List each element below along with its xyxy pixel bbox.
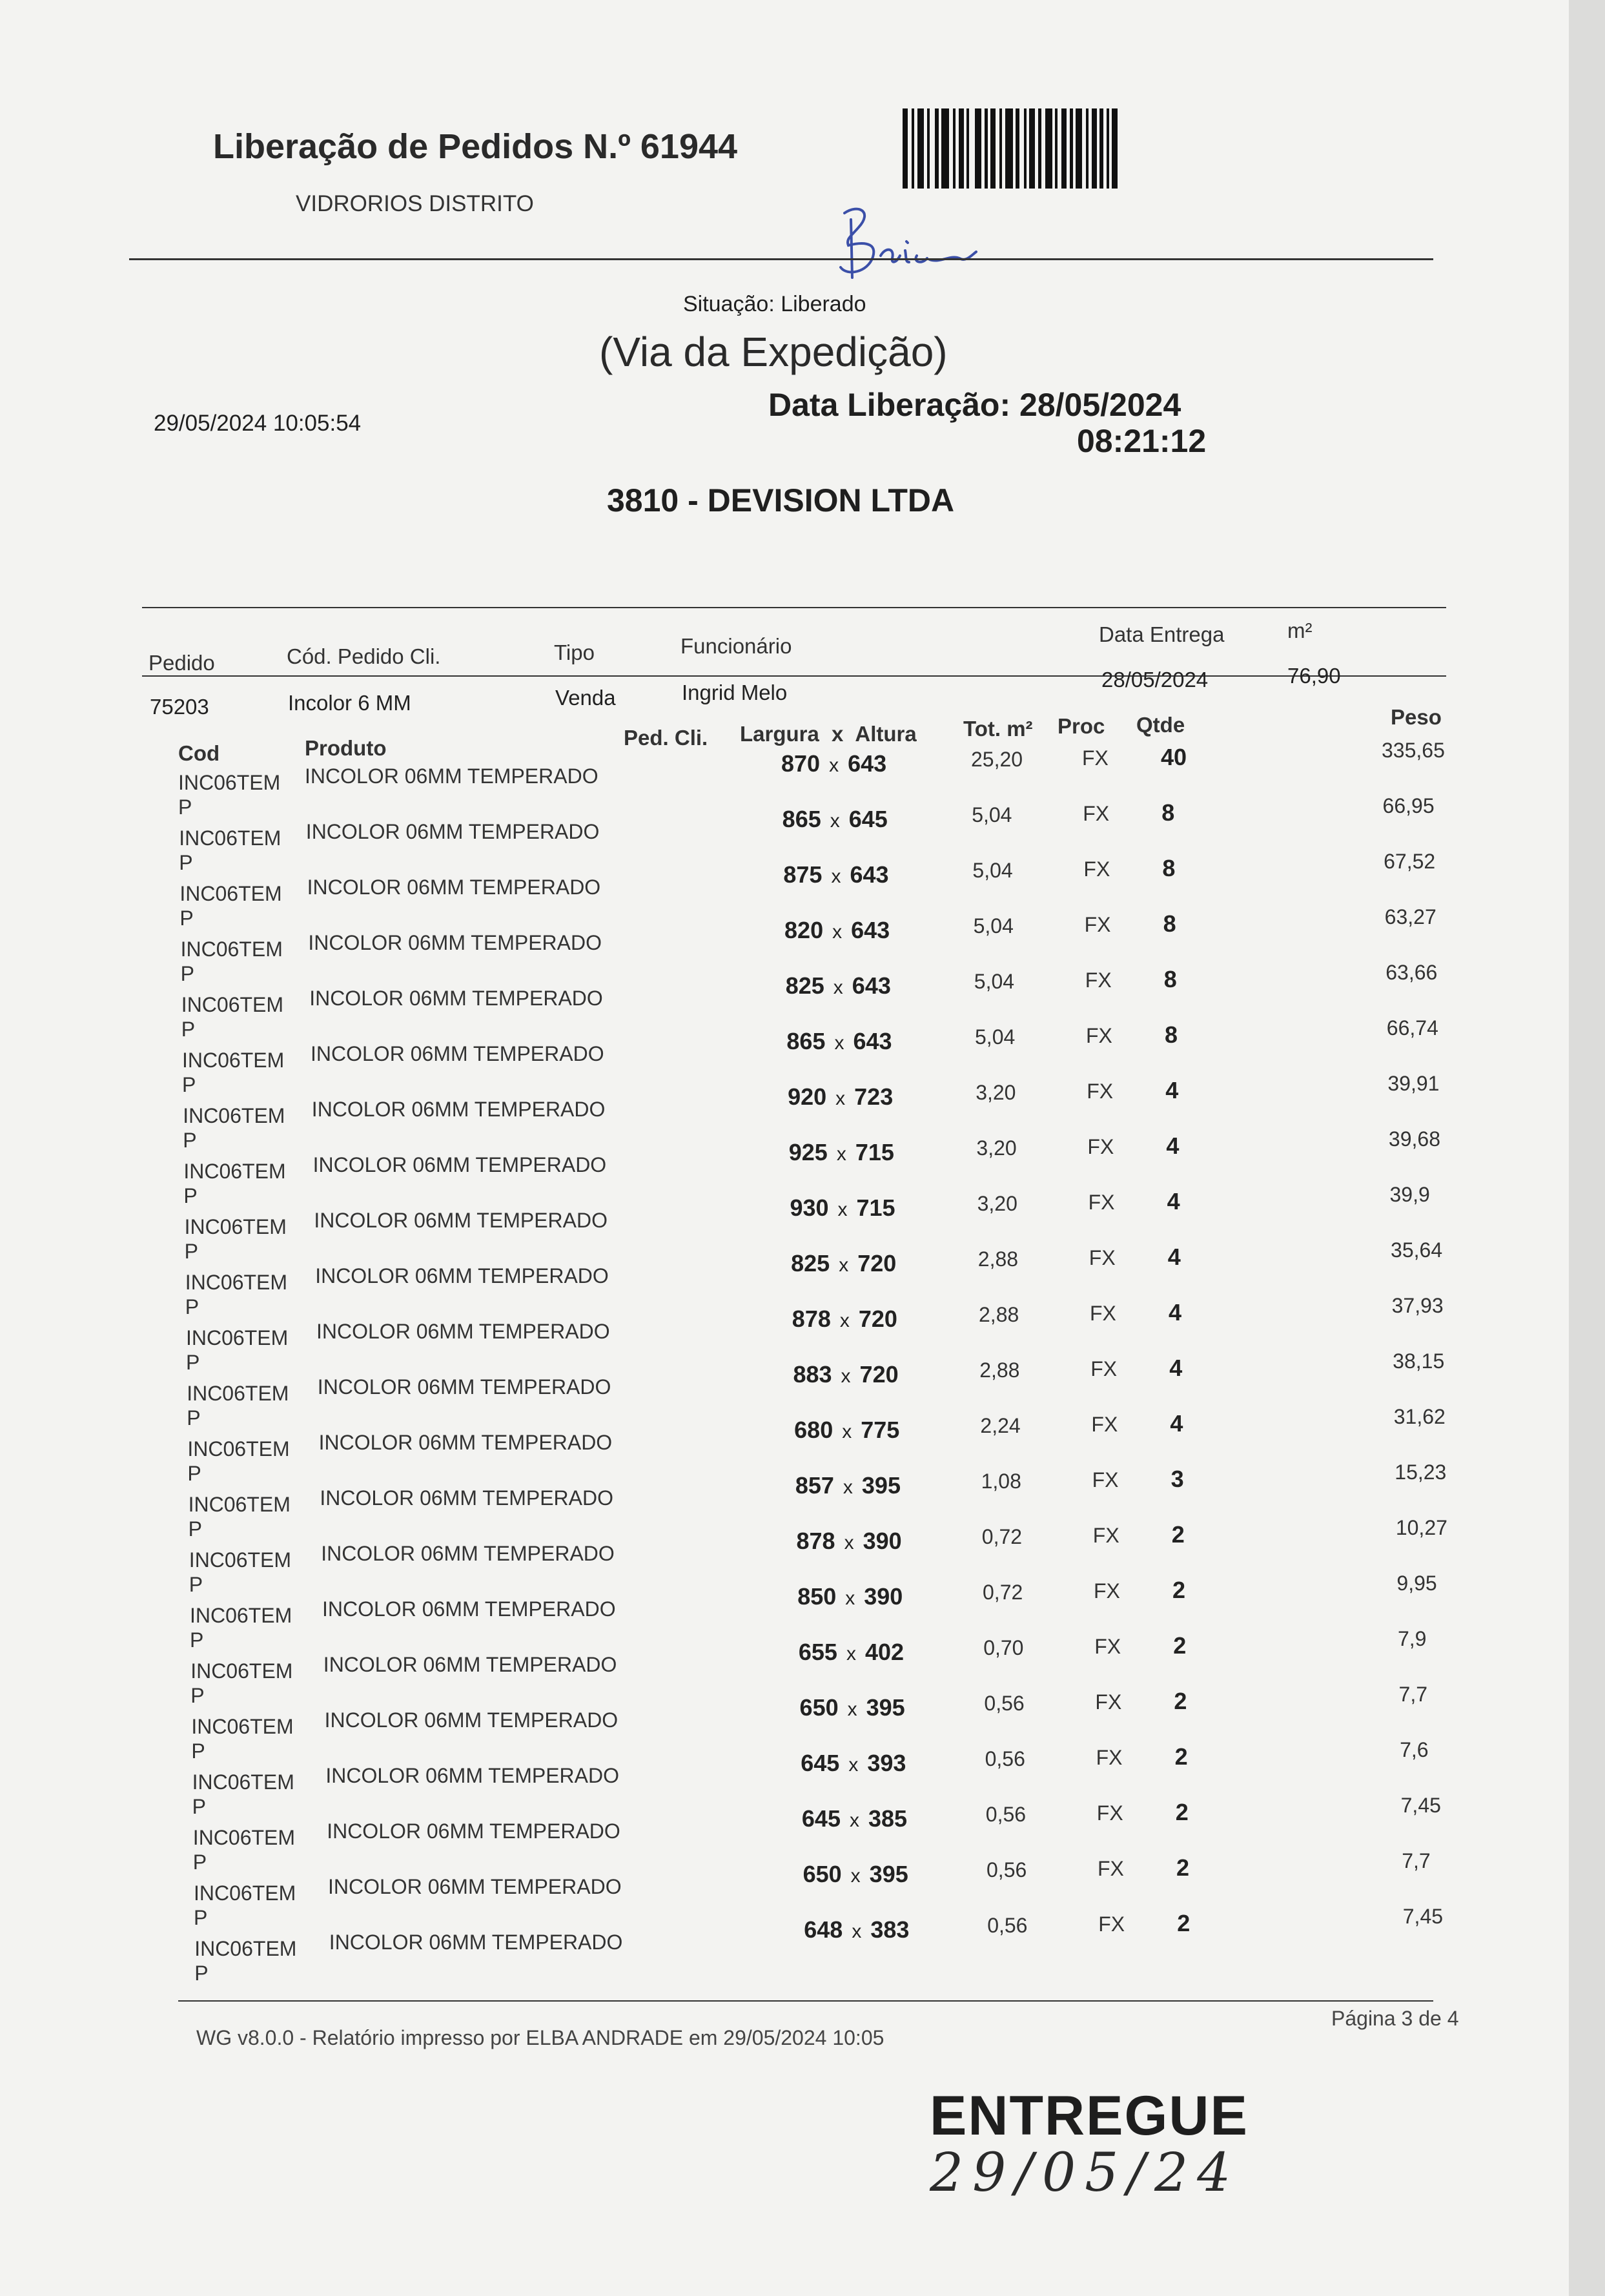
cell-proc: FX xyxy=(1096,1746,1123,1769)
cell-proc: FX xyxy=(1095,1690,1122,1714)
cliente-name: 3810 - DEVISION LTDA xyxy=(607,482,955,518)
cell-cod-suffix: P xyxy=(179,907,194,930)
cell-dimensions xyxy=(786,1028,892,1055)
cell-produto: INCOLOR 06MM TEMPERADO xyxy=(307,876,601,899)
cell-produto: INCOLOR 06MM TEMPERADO xyxy=(325,1764,619,1787)
cell-produto: INCOLOR 06MM TEMPERADO xyxy=(328,1875,622,1898)
cell-tot-m2: 0,56 xyxy=(984,1692,1025,1715)
cell-largura: 870 xyxy=(781,750,821,777)
cell-cod-suffix: P xyxy=(183,1184,198,1207)
cell-dimensions xyxy=(803,1861,908,1888)
cell-qtde: 2 xyxy=(1177,1910,1191,1936)
cell-altura: 385 xyxy=(868,1805,908,1832)
cell-dimensions xyxy=(794,1417,899,1444)
cell-qtde: 3 xyxy=(1171,1466,1184,1492)
cell-largura: 865 xyxy=(786,1028,826,1054)
label-cod-pedido-cli: Cód. Pedido Cli. xyxy=(287,644,441,668)
cell-peso: 63,27 xyxy=(1384,905,1436,928)
cell-qtde: 2 xyxy=(1175,1799,1189,1825)
value-tipo: Venda xyxy=(555,686,616,710)
value-data-entrega: 28/05/2024 xyxy=(1101,668,1209,692)
cell-proc: FX xyxy=(1094,1635,1121,1658)
cell-tot-m2: 2,88 xyxy=(977,1247,1019,1271)
cell-dimensions xyxy=(782,806,888,833)
cell-cod-suffix: P xyxy=(190,1684,205,1707)
cell-largura: 825 xyxy=(791,1250,830,1276)
cell-tot-m2: 2,88 xyxy=(979,1358,1020,1382)
cell-proc: FX xyxy=(1082,746,1109,770)
cell-qtde: 2 xyxy=(1176,1854,1190,1881)
cell-dimensions xyxy=(802,1805,907,1832)
via-label: (Via da Expedição) xyxy=(599,329,948,375)
cell-largura: 865 xyxy=(782,806,821,832)
cell-dimensions xyxy=(792,1306,897,1333)
col-header-largura-altura xyxy=(740,722,917,746)
cell-cod: INC06TEM xyxy=(187,1382,289,1405)
cell-qtde: 8 xyxy=(1163,966,1177,992)
cell-produto: INCOLOR 06MM TEMPERADO xyxy=(312,1153,607,1176)
cell-produto: INCOLOR 06MM TEMPERADO xyxy=(315,1264,609,1287)
label-m2: m² xyxy=(1287,619,1313,642)
cell-produto: INCOLOR 06MM TEMPERADO xyxy=(323,1653,617,1676)
cell-largura: 883 xyxy=(793,1361,832,1388)
cell-dimensions xyxy=(791,1250,896,1277)
cell-dimensions xyxy=(799,1639,904,1666)
cell-cod-suffix: P xyxy=(178,795,192,819)
cell-dimensions xyxy=(783,861,888,888)
col-header-ped-cli: Ped. Cli. xyxy=(624,726,708,750)
cell-proc: FX xyxy=(1098,1912,1125,1936)
cell-cod: INC06TEM xyxy=(183,1160,286,1183)
cell-x: x xyxy=(842,1421,852,1442)
cell-largura: 850 xyxy=(797,1583,837,1610)
cell-altura: 720 xyxy=(858,1306,897,1332)
cell-proc: FX xyxy=(1087,1080,1114,1103)
cell-peso: 39,91 xyxy=(1387,1072,1440,1095)
cell-proc: FX xyxy=(1090,1357,1118,1380)
value-m2: 76,90 xyxy=(1287,664,1341,688)
barcode xyxy=(903,108,1131,189)
cell-altura: 643 xyxy=(852,972,891,999)
cell-dimensions xyxy=(793,1361,898,1388)
cell-produto: INCOLOR 06MM TEMPERADO xyxy=(329,1931,623,1954)
cell-largura: 655 xyxy=(798,1639,837,1665)
cell-tot-m2: 1,08 xyxy=(981,1470,1021,1493)
cell-largura: 920 xyxy=(788,1083,827,1110)
cell-cod: INC06TEM xyxy=(184,1215,287,1238)
cell-largura: 820 xyxy=(784,917,824,943)
cell-qtde: 4 xyxy=(1170,1410,1183,1437)
cell-qtde: 4 xyxy=(1166,1133,1180,1159)
cell-x: x xyxy=(833,977,843,998)
cell-cod-suffix: P xyxy=(187,1462,201,1485)
cell-produto: INCOLOR 06MM TEMPERADO xyxy=(321,1542,615,1565)
cell-produto: INCOLOR 06MM TEMPERADO xyxy=(309,987,603,1010)
cell-largura: 825 xyxy=(785,972,824,999)
page-number: Página 3 de 4 xyxy=(1331,2007,1459,2030)
cell-qtde: 8 xyxy=(1161,799,1175,826)
cell-peso: 67,52 xyxy=(1384,850,1436,873)
cell-tot-m2: 0,70 xyxy=(983,1636,1024,1659)
cell-dimensions xyxy=(784,917,890,944)
cell-produto: INCOLOR 06MM TEMPERADO xyxy=(305,820,600,843)
cell-x: x xyxy=(844,1532,854,1553)
report-footer: WG v8.0.0 - Relatório impresso por ELBA ANDRADE em 29/05/2024 10:05 xyxy=(196,2026,884,2049)
cell-produto: INCOLOR 06MM TEMPERADO xyxy=(311,1042,604,1065)
col-header-produto: Produto xyxy=(305,736,387,760)
cell-cod: INC06TEM xyxy=(192,1770,294,1794)
cell-cod-suffix: P xyxy=(192,1795,206,1818)
cell-tot-m2: 25,20 xyxy=(971,748,1023,771)
cell-proc: FX xyxy=(1094,1579,1120,1603)
cell-cod-suffix: P xyxy=(194,1906,208,1929)
cell-produto: INCOLOR 06MM TEMPERADO xyxy=(320,1486,613,1510)
cell-largura: 875 xyxy=(783,861,823,888)
cell-largura: 645 xyxy=(801,1805,841,1832)
cell-cod-suffix: P xyxy=(179,851,193,874)
cell-peso: 335,65 xyxy=(1382,739,1445,762)
cell-x: x xyxy=(841,1366,851,1387)
cell-altura: 402 xyxy=(864,1639,905,1665)
cell-proc: FX xyxy=(1088,1191,1115,1214)
cell-cod: INC06TEM xyxy=(191,1715,294,1738)
entregue-stamp: ENTREGUE xyxy=(930,2085,1249,2147)
cell-dimensions xyxy=(790,1194,895,1222)
cell-proc: FX xyxy=(1098,1857,1124,1880)
col-header-x: x xyxy=(832,722,844,746)
handwritten-date: 29/05/24 xyxy=(930,2142,1240,2204)
cell-qtde: 4 xyxy=(1165,1077,1179,1103)
cell-dimensions xyxy=(801,1750,906,1777)
col-header-qtde: Qtde xyxy=(1136,713,1185,737)
cell-x: x xyxy=(847,1699,857,1720)
cell-proc: FX xyxy=(1092,1468,1119,1491)
cell-produto: INCOLOR 06MM TEMPERADO xyxy=(322,1597,616,1621)
col-header-altura: Altura xyxy=(855,722,917,746)
cell-altura: 395 xyxy=(866,1694,905,1721)
cell-produto: INCOLOR 06MM TEMPERADO xyxy=(324,1708,618,1732)
cell-proc: FX xyxy=(1087,1135,1114,1158)
cell-produto: INCOLOR 06MM TEMPERADO xyxy=(327,1819,620,1843)
cell-dimensions xyxy=(786,972,891,999)
cell-cod-suffix: P xyxy=(186,1351,200,1374)
cell-x: x xyxy=(832,921,843,943)
cell-x: x xyxy=(848,1754,859,1776)
cell-qtde: 8 xyxy=(1162,855,1176,881)
label-data-entrega: Data Entrega xyxy=(1099,622,1225,646)
cell-x: x xyxy=(835,1088,846,1109)
cell-peso: 7,45 xyxy=(1400,1794,1441,1817)
cell-qtde: 2 xyxy=(1173,1632,1187,1659)
cell-peso: 31,62 xyxy=(1393,1405,1446,1428)
cell-proc: FX xyxy=(1090,1302,1116,1325)
cell-x: x xyxy=(836,1143,846,1165)
cell-tot-m2: 3,20 xyxy=(977,1192,1017,1215)
cell-dimensions xyxy=(797,1583,903,1610)
situacao-status: Situação: Liberado xyxy=(683,292,866,316)
cell-cod: INC06TEM xyxy=(190,1604,292,1627)
cell-cod-suffix: P xyxy=(189,1573,203,1596)
col-header-tot-m2: Tot. m² xyxy=(963,717,1033,741)
company-name: VIDRORIOS DISTRITO xyxy=(296,191,534,216)
cell-altura: 395 xyxy=(861,1472,901,1499)
cell-cod: INC06TEM xyxy=(194,1881,296,1905)
cell-proc: FX xyxy=(1091,1413,1118,1436)
cell-x: x xyxy=(830,810,840,832)
cell-cod: INC06TEM xyxy=(182,1049,285,1072)
cell-peso: 9,95 xyxy=(1396,1572,1437,1595)
cell-altura: 723 xyxy=(854,1083,894,1110)
cell-peso: 7,45 xyxy=(1402,1905,1444,1928)
data-liberacao: Data Liberação: 28/05/2024 xyxy=(768,387,1181,423)
cell-tot-m2: 0,56 xyxy=(985,1803,1027,1826)
value-cod-pedido-cli: Incolor 6 MM xyxy=(288,691,411,715)
cell-produto: INCOLOR 06MM TEMPERADO xyxy=(318,1431,613,1454)
cell-tot-m2: 0,72 xyxy=(983,1581,1023,1604)
cell-largura: 878 xyxy=(792,1306,831,1332)
cell-cod-suffix: P xyxy=(181,1018,196,1041)
cell-proc: FX xyxy=(1089,1246,1116,1269)
cell-peso: 7,6 xyxy=(1400,1738,1429,1761)
cell-produto: INCOLOR 06MM TEMPERADO xyxy=(308,931,602,954)
cell-x: x xyxy=(834,1032,844,1054)
cell-peso: 66,74 xyxy=(1386,1016,1438,1040)
cell-largura: 878 xyxy=(796,1528,835,1554)
cell-tot-m2: 0,72 xyxy=(981,1525,1023,1548)
cell-qtde: 4 xyxy=(1167,1244,1181,1270)
document-title: Liberação de Pedidos N.º 61944 xyxy=(213,127,738,166)
cell-peso: 38,15 xyxy=(1393,1349,1445,1373)
cell-proc: FX xyxy=(1083,802,1110,825)
cell-cod-suffix: P xyxy=(190,1628,204,1652)
cell-proc: FX xyxy=(1083,857,1110,881)
cell-peso: 39,68 xyxy=(1388,1127,1440,1151)
cell-cod: INC06TEM xyxy=(179,882,282,905)
cell-proc: FX xyxy=(1085,969,1112,992)
cell-produto: INCOLOR 06MM TEMPERADO xyxy=(314,1209,608,1232)
cell-proc: FX xyxy=(1084,913,1111,936)
cell-tot-m2: 5,04 xyxy=(975,1025,1016,1049)
cell-cod: INC06TEM xyxy=(188,1493,291,1516)
cell-tot-m2: 0,56 xyxy=(985,1747,1025,1770)
cell-x: x xyxy=(852,1921,862,1942)
cell-cod-suffix: P xyxy=(194,1962,209,1985)
cell-peso: 7,9 xyxy=(1397,1627,1427,1650)
col-header-peso: Peso xyxy=(1391,705,1442,729)
cell-cod: INC06TEM xyxy=(180,938,283,961)
label-funcionario: Funcionário xyxy=(680,634,792,658)
cell-cod: INC06TEM xyxy=(190,1659,293,1683)
cell-cod: INC06TEM xyxy=(185,1271,288,1294)
cell-x: x xyxy=(839,1255,849,1276)
cell-qtde: 2 xyxy=(1174,1743,1188,1770)
cell-qtde: 4 xyxy=(1169,1355,1183,1381)
cell-altura: 643 xyxy=(851,917,890,943)
cell-largura: 650 xyxy=(799,1694,839,1721)
cell-x: x xyxy=(845,1588,855,1609)
cell-peso: 37,93 xyxy=(1391,1294,1444,1317)
cell-largura: 650 xyxy=(802,1861,842,1887)
cell-dimensions xyxy=(788,1083,893,1111)
page-edge xyxy=(1569,0,1605,2296)
cell-x: x xyxy=(850,1865,861,1887)
cell-tot-m2: 2,24 xyxy=(980,1414,1021,1437)
cell-x: x xyxy=(843,1477,853,1498)
cell-altura: 715 xyxy=(855,1139,894,1165)
cell-cod: INC06TEM xyxy=(189,1548,292,1572)
cell-tot-m2: 3,20 xyxy=(976,1136,1017,1160)
cell-cod: INC06TEM xyxy=(186,1326,289,1349)
cell-qtde: 8 xyxy=(1165,1021,1178,1048)
cell-tot-m2: 3,20 xyxy=(976,1081,1016,1104)
cell-largura: 857 xyxy=(795,1472,834,1499)
cell-cod-suffix: P xyxy=(191,1739,205,1763)
cell-tot-m2: 0,56 xyxy=(987,1858,1027,1881)
cell-peso: 15,23 xyxy=(1395,1461,1447,1484)
cell-altura: 715 xyxy=(856,1194,895,1221)
cell-altura: 643 xyxy=(848,750,887,777)
cell-peso: 35,64 xyxy=(1391,1238,1443,1262)
cell-peso: 7,7 xyxy=(1398,1683,1427,1706)
label-tipo: Tipo xyxy=(554,641,595,664)
cell-altura: 720 xyxy=(859,1361,899,1388)
cell-cod: INC06TEM xyxy=(194,1937,297,1960)
cell-cod: INC06TEM xyxy=(179,826,281,850)
cell-cod: INC06TEM xyxy=(187,1437,290,1461)
cell-altura: 720 xyxy=(857,1250,897,1276)
cell-altura: 775 xyxy=(861,1417,900,1443)
cell-produto: INCOLOR 06MM TEMPERADO xyxy=(316,1320,610,1343)
cell-dimensions xyxy=(795,1472,901,1499)
cell-cod-suffix: P xyxy=(185,1295,199,1318)
cell-dimensions xyxy=(789,1139,894,1166)
col-header-proc: Proc xyxy=(1058,714,1105,738)
cell-dimensions xyxy=(781,750,886,777)
print-datetime: 29/05/2024 10:05:54 xyxy=(154,411,362,436)
cell-peso: 66,95 xyxy=(1382,794,1435,817)
cell-altura: 390 xyxy=(864,1583,903,1610)
cell-cod-suffix: P xyxy=(188,1517,202,1541)
cell-produto: INCOLOR 06MM TEMPERADO xyxy=(311,1098,606,1121)
cell-x: x xyxy=(846,1643,856,1665)
cell-tot-m2: 5,04 xyxy=(972,859,1013,882)
cell-cod: INC06TEM xyxy=(178,771,281,794)
cell-cod-suffix: P xyxy=(183,1129,197,1152)
divider-header-top xyxy=(142,607,1446,608)
cell-altura: 395 xyxy=(869,1861,908,1887)
divider-top xyxy=(129,258,1433,260)
cell-qtde: 4 xyxy=(1167,1188,1180,1215)
cell-qtde: 40 xyxy=(1161,744,1187,770)
cell-produto: INCOLOR 06MM TEMPERADO xyxy=(317,1375,611,1399)
col-header-largura: Largura xyxy=(740,722,819,746)
cell-tot-m2: 5,04 xyxy=(972,803,1012,826)
cell-tot-m2: 5,04 xyxy=(974,970,1015,993)
cell-produto: INCOLOR 06MM TEMPERADO xyxy=(305,764,598,788)
cell-x: x xyxy=(839,1310,850,1331)
cell-tot-m2: 5,04 xyxy=(973,914,1014,938)
cell-cod-suffix: P xyxy=(192,1850,207,1874)
cell-dimensions xyxy=(800,1694,905,1721)
cell-peso: 39,9 xyxy=(1389,1183,1430,1206)
cell-largura: 680 xyxy=(794,1417,833,1443)
value-pedido: 75203 xyxy=(150,695,209,719)
cell-dimensions xyxy=(797,1528,902,1555)
cell-cod: INC06TEM xyxy=(181,993,284,1016)
cell-altura: 645 xyxy=(848,806,888,832)
cell-x: x xyxy=(849,1810,859,1831)
cell-largura: 925 xyxy=(788,1139,828,1165)
cell-proc: FX xyxy=(1096,1801,1123,1825)
divider-footer xyxy=(178,2000,1433,2002)
cell-tot-m2: 0,56 xyxy=(987,1914,1028,1937)
cell-proc: FX xyxy=(1086,1024,1112,1047)
cell-altura: 643 xyxy=(850,861,889,888)
col-header-cod: Cod xyxy=(178,741,220,765)
cell-x: x xyxy=(829,755,839,776)
cell-altura: 393 xyxy=(867,1750,906,1776)
cell-cod-suffix: P xyxy=(182,1073,196,1096)
cell-largura: 930 xyxy=(790,1194,829,1221)
cell-largura: 648 xyxy=(804,1916,843,1943)
cell-qtde: 2 xyxy=(1171,1521,1185,1548)
cell-tot-m2: 2,88 xyxy=(979,1303,1019,1326)
cell-proc: FX xyxy=(1092,1524,1119,1547)
cell-cod-suffix: P xyxy=(187,1406,201,1430)
cell-peso: 7,7 xyxy=(1402,1849,1431,1872)
cell-peso: 63,66 xyxy=(1385,961,1438,984)
cell-altura: 383 xyxy=(870,1916,910,1943)
cell-qtde: 2 xyxy=(1174,1688,1187,1714)
cell-peso: 10,27 xyxy=(1395,1516,1447,1539)
cell-qtde: 8 xyxy=(1163,910,1176,937)
cell-cod: INC06TEM xyxy=(183,1104,285,1127)
cell-dimensions xyxy=(804,1916,909,1943)
hora-liberacao: 08:21:12 xyxy=(1077,423,1207,459)
label-pedido: Pedido xyxy=(148,651,215,675)
cell-altura: 390 xyxy=(863,1528,902,1554)
divider-header-mid xyxy=(142,675,1446,677)
cell-largura: 645 xyxy=(801,1750,840,1776)
cell-x: x xyxy=(837,1199,848,1220)
cell-cod-suffix: P xyxy=(180,962,194,985)
cell-altura: 643 xyxy=(853,1028,892,1054)
cell-qtde: 4 xyxy=(1169,1299,1182,1326)
cell-cod: INC06TEM xyxy=(192,1826,296,1849)
handwritten-signature xyxy=(833,200,1039,284)
cell-cod-suffix: P xyxy=(184,1240,198,1263)
value-funcionario: Ingrid Melo xyxy=(682,681,788,704)
cell-qtde: 2 xyxy=(1172,1577,1186,1603)
cell-x: x xyxy=(831,866,841,887)
